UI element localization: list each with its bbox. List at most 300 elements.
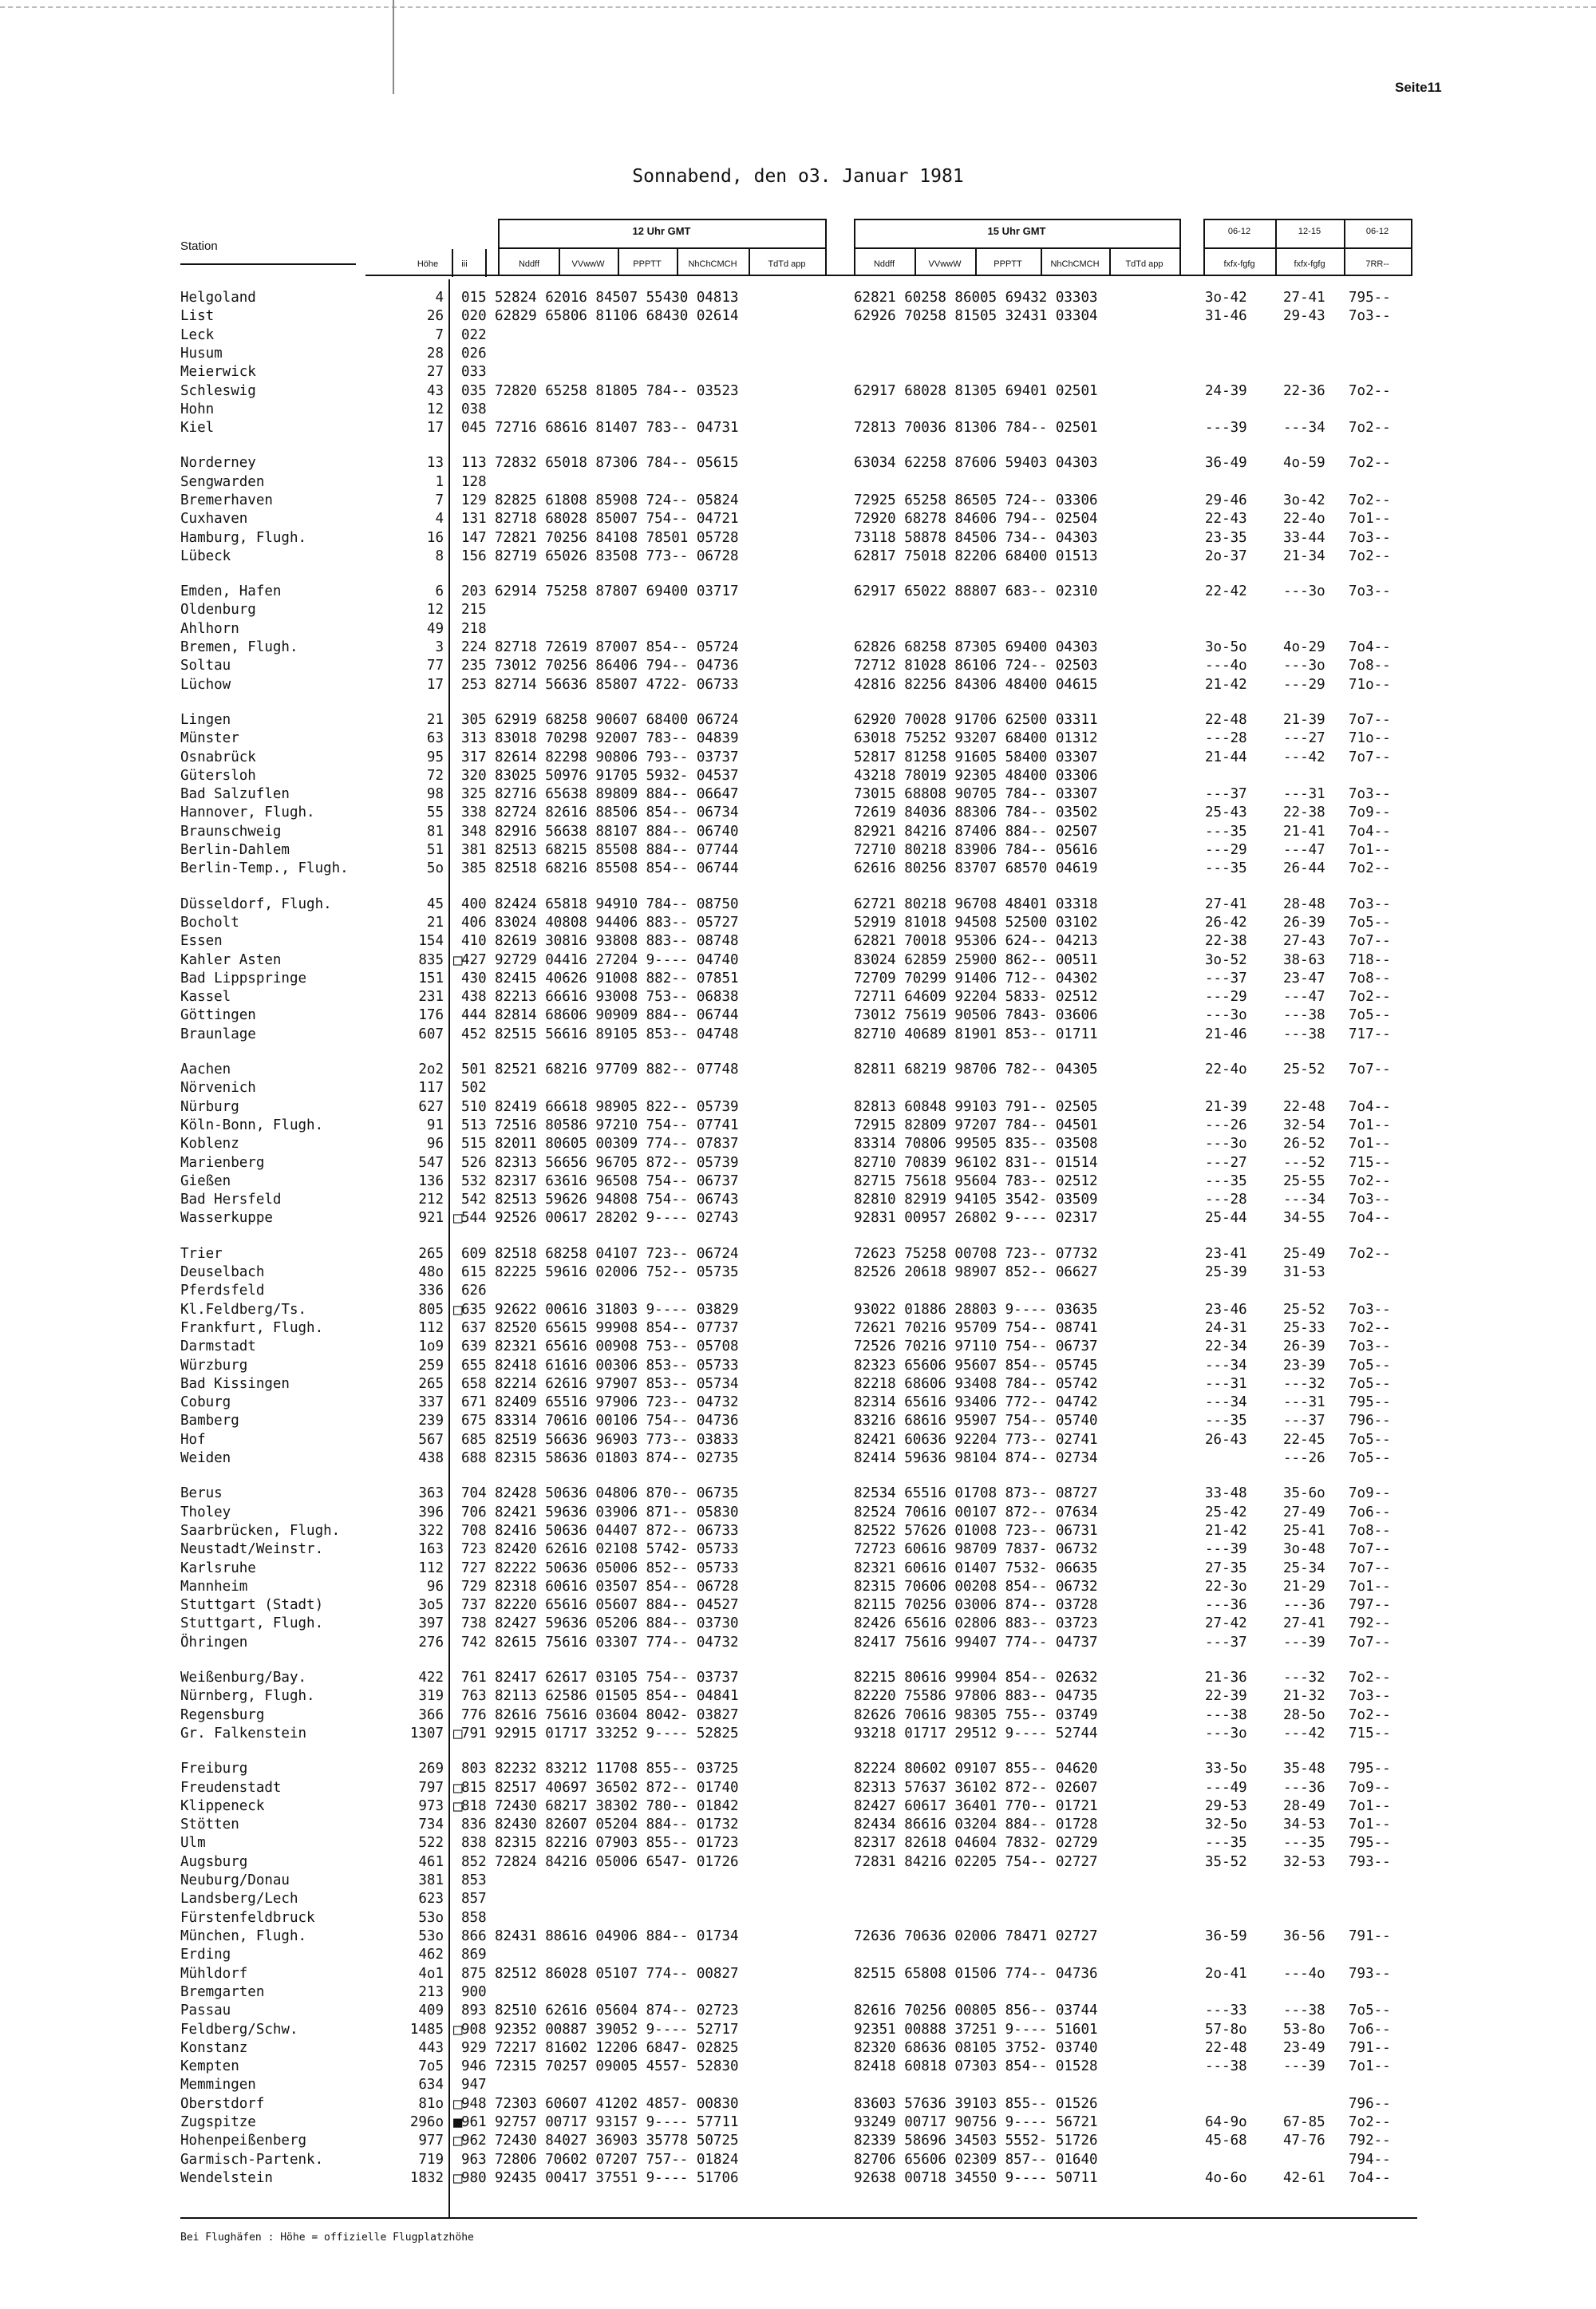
station-name: Gr. Falkenstein (180, 1726, 307, 1742)
precip-06-12: 793-- (1349, 1966, 1391, 1982)
obs-15utc: 82710 40689 81901 853-- 01711 (854, 1026, 1098, 1042)
station-name: Tholey (180, 1504, 231, 1520)
obs-12utc: 82011 80605 00309 774-- 07837 (495, 1136, 739, 1152)
obs-15utc: 63018 75252 93207 68400 01312 (854, 730, 1098, 746)
obs-12utc: 83025 50976 91705 5932- 04537 (495, 768, 739, 784)
precip-06-12: 71o-- (1349, 730, 1391, 746)
precip-06-12: 7o3-- (1349, 896, 1391, 912)
obs-12utc: 72516 80586 97210 754-- 07741 (495, 1117, 739, 1133)
station-height: 366 (418, 1707, 444, 1723)
gust-12-15: 21-32 (1283, 1688, 1325, 1704)
gust-12-15: 47-76 (1283, 2133, 1325, 2149)
station-name: Essen (180, 933, 223, 949)
station-name: Coburg (180, 1394, 231, 1410)
station-number: 317 (461, 749, 487, 765)
obs-15utc: 93022 01886 28803 9---- 03635 (854, 1302, 1098, 1318)
gust-06-12: ---27 (1205, 1155, 1247, 1171)
station-name: Schleswig (180, 383, 256, 399)
gust-06-12: 29-53 (1205, 1798, 1247, 1814)
gust-12-15: 28-49 (1283, 1798, 1325, 1814)
station-name: Klippeneck (180, 1798, 265, 1814)
gust-06-12: 45-68 (1205, 2133, 1247, 2149)
obs-15utc: 82715 75618 95604 783-- 02512 (854, 1173, 1098, 1189)
obs-15utc: 62826 68258 87305 69400 04303 (854, 639, 1098, 655)
precip-06-12: 7o2-- (1349, 548, 1391, 564)
obs-15utc: 82524 70616 00107 872-- 07634 (854, 1504, 1098, 1520)
station-number: 128 (461, 474, 487, 490)
obs-15utc: 72710 80218 83906 784-- 05616 (854, 842, 1098, 858)
precip-06-12: 7o3-- (1349, 1302, 1391, 1318)
gust-06-12: ---26 (1205, 1117, 1247, 1133)
obs-15utc: 82421 60636 92204 773-- 02741 (854, 1432, 1098, 1448)
station-number: 639 (461, 1338, 487, 1354)
gust-12-15: 3o-42 (1283, 492, 1325, 508)
obs-15utc: 82418 60818 07303 854-- 01528 (854, 2058, 1098, 2074)
gust-12-15: 25-33 (1283, 1320, 1325, 1336)
obs-15utc: 82426 65616 02806 883-- 03723 (854, 1615, 1098, 1631)
obs-12utc: 72806 70602 07207 757-- 01824 (495, 2152, 739, 2168)
gust-06-12: 26-43 (1205, 1432, 1247, 1448)
station-height: 1485 (409, 2022, 444, 2038)
gust-06-12: 22-39 (1205, 1688, 1247, 1704)
obs-15utc: 43218 78019 92305 48400 03306 (854, 768, 1098, 784)
obs-15utc: 82215 80616 99904 854-- 02632 (854, 1670, 1098, 1686)
hohe-column-header: Höhe (417, 259, 439, 269)
station-name: Husum (180, 346, 223, 362)
gust-06-12: 21-44 (1205, 749, 1247, 765)
station-height: 2o2 (418, 1062, 444, 1077)
obs-12utc: 72716 68616 81407 783-- 04731 (495, 420, 739, 436)
station-number: 858 (461, 1910, 487, 1926)
mountain-station-marker: □ (453, 1301, 463, 1319)
gust-06-12: ---35 (1205, 1835, 1247, 1851)
station-number: 963 (461, 2152, 487, 2168)
gust-12-15: ---29 (1283, 677, 1325, 693)
obs-12utc: 82317 63616 96508 754-- 06737 (495, 1173, 739, 1189)
station-name: Kahler Asten (180, 952, 282, 968)
mountain-station-marker: □ (453, 1725, 463, 1742)
gust-12-15: 26-39 (1283, 1338, 1325, 1354)
obs-12utc: 73012 70256 86406 794-- 04736 (495, 658, 739, 674)
g2cols-col-5: TdTd app (1125, 259, 1163, 269)
station-number: 900 (461, 1984, 487, 2000)
station-height: 461 (418, 1854, 444, 1870)
station-height: 49 (426, 621, 444, 637)
precip-06-12: 7o3-- (1349, 1338, 1391, 1354)
precip-06-12: 7o9-- (1349, 1780, 1391, 1796)
station-height: 12 (426, 401, 444, 417)
obs-12utc: 82418 61616 00306 853-- 05733 (495, 1358, 739, 1374)
station-number: 532 (461, 1173, 487, 1189)
gust-06-12: ---4o (1205, 658, 1247, 674)
obs-15utc: 72920 68278 84606 794-- 02504 (854, 511, 1098, 527)
station-height: 438 (418, 1450, 444, 1466)
station-height: 719 (418, 2152, 444, 2168)
gust-06-12: 21-42 (1205, 677, 1247, 693)
station-number: 526 (461, 1155, 487, 1171)
station-number: 875 (461, 1966, 487, 1982)
station-height: 77 (426, 658, 444, 674)
station-height: 797 (418, 1780, 444, 1796)
precip-06-12: 7o7-- (1349, 1541, 1391, 1557)
precip-06-12: 7o4-- (1349, 1099, 1391, 1115)
gust-12-15: 27-43 (1283, 933, 1325, 949)
station-number: 430 (461, 971, 487, 986)
station-name: Garmisch-Partenk. (180, 2152, 324, 2168)
obs-12utc: 82616 75616 03604 8042- 03827 (495, 1707, 739, 1723)
precip-06-12: 791-- (1349, 2040, 1391, 2056)
station-name: Deuselbach (180, 1264, 265, 1280)
station-number: 708 (461, 1523, 487, 1539)
station-number: 147 (461, 530, 487, 546)
precip-06-12: 7o3-- (1349, 583, 1391, 599)
station-name: Soltau (180, 658, 231, 674)
gust-06-12: 29-46 (1205, 492, 1247, 508)
gust-12-15: 21-29 (1283, 1579, 1325, 1595)
gust-12-15: 35-6o (1283, 1485, 1325, 1501)
station-name: Neuburg/Donau (180, 1872, 290, 1888)
station-height: 45 (426, 896, 444, 912)
station-height: 259 (418, 1358, 444, 1374)
obs-15utc: 82417 75616 99407 774-- 04737 (854, 1635, 1098, 1651)
station-number: 615 (461, 1264, 487, 1280)
gust-12-15: ---37 (1283, 1413, 1325, 1429)
station-height: 337 (418, 1394, 444, 1410)
precip-06-12: 7o5-- (1349, 1007, 1391, 1023)
station-number: 815 (461, 1780, 487, 1796)
station-number: 853 (461, 1872, 487, 1888)
gust-12-15: 22-48 (1283, 1099, 1325, 1115)
station-number: 215 (461, 602, 487, 618)
station-name: Lingen (180, 712, 231, 728)
station-number: 737 (461, 1597, 487, 1613)
station-number: 742 (461, 1635, 487, 1651)
gust-12-15: 23-49 (1283, 2040, 1325, 2056)
gust-12-15: ---38 (1283, 1026, 1325, 1042)
gust-12-15: ---39 (1283, 2058, 1325, 2074)
station-name: Fürstenfeldbruck (180, 1910, 315, 1926)
obs-15utc: 72636 70636 02006 78471 02727 (854, 1928, 1098, 1944)
gust-12-15: 27-41 (1283, 1615, 1325, 1631)
obs-12utc: 62919 68258 90607 68400 06724 (495, 712, 739, 728)
station-name: Ahlhorn (180, 621, 239, 637)
precip-06-12: 795-- (1349, 1394, 1391, 1410)
gust-06-12: ---34 (1205, 1394, 1247, 1410)
gust-12-15: ---34 (1283, 420, 1325, 436)
station-number: 947 (461, 2077, 487, 2093)
gust-06-12: 22-3o (1205, 1579, 1247, 1595)
obs-15utc: 72831 84216 02205 754-- 02727 (854, 1854, 1098, 1870)
precip-06-12: 7o1-- (1349, 1136, 1391, 1152)
precip-06-12: 7o2-- (1349, 383, 1391, 399)
gust-12-15: ---34 (1283, 1192, 1325, 1208)
station-number: 406 (461, 915, 487, 931)
station-number: 045 (461, 420, 487, 436)
station-name: Osnabrück (180, 749, 256, 765)
obs-12utc: 72430 84027 36903 35778 50725 (495, 2133, 739, 2149)
station-name: Bad Kissingen (180, 1376, 290, 1392)
precip-06-12: 7o2-- (1349, 1246, 1391, 1262)
station-number: 381 (461, 842, 487, 858)
station-height: 17 (426, 677, 444, 693)
station-name: Bremerhaven (180, 492, 273, 508)
obs-15utc: 72526 70216 97110 754-- 06737 (854, 1338, 1098, 1354)
station-number: 893 (461, 2003, 487, 2018)
station-number: 501 (461, 1062, 487, 1077)
station-name: Stötten (180, 1817, 239, 1833)
gust-12-15: ---36 (1283, 1597, 1325, 1613)
obs-15utc: 82626 70616 98305 755-- 03749 (854, 1707, 1098, 1723)
gust-06-12: 22-48 (1205, 712, 1247, 728)
gust-12-15: 25-49 (1283, 1246, 1325, 1262)
precip-06-12: 7o7-- (1349, 1062, 1391, 1077)
gust-06-12: 4o-6o (1205, 2170, 1247, 2186)
obs-15utc: 52817 81258 91605 58400 03307 (854, 749, 1098, 765)
station-number: 156 (461, 548, 487, 564)
precip-06-12: 718-- (1349, 952, 1391, 968)
obs-12utc: 92435 00417 37551 9---- 51706 (495, 2170, 739, 2186)
station-name: Würzburg (180, 1358, 248, 1374)
station-height: 98 (426, 786, 444, 802)
gust-12-15: 31-53 (1283, 1264, 1325, 1280)
obs-15utc: 92831 00957 26802 9---- 02317 (854, 1210, 1098, 1226)
station-name: Berlin-Dahlem (180, 842, 290, 858)
gust-12-15: 33-44 (1283, 530, 1325, 546)
obs-12utc: 82321 65616 00908 753-- 05708 (495, 1338, 739, 1354)
station-name: Aachen (180, 1062, 231, 1077)
precip-06-12: 7o5-- (1349, 915, 1391, 931)
g1cols-col-3: PPPTT (633, 259, 662, 269)
gust-06-12: ---39 (1205, 1541, 1247, 1557)
obs-15utc: 42816 82256 84306 48400 04615 (854, 677, 1098, 693)
obs-15utc: 72925 65258 86505 724-- 03306 (854, 492, 1098, 508)
station-name: Braunschweig (180, 824, 282, 840)
g1cols-col-1: Nddff (518, 259, 540, 269)
obs-15utc: 82218 68606 93408 784-- 05742 (854, 1376, 1098, 1392)
station-name: Meierwick (180, 364, 256, 380)
station-name: Kassel (180, 989, 231, 1005)
station-name: Hohenpeißenberg (180, 2133, 307, 2149)
obs-12utc: 82315 82216 07903 855-- 01723 (495, 1835, 739, 1851)
precip-06-12: 7o8-- (1349, 658, 1391, 674)
station-name: Marienberg (180, 1155, 265, 1171)
station-number: 688 (461, 1450, 487, 1466)
obs-15utc: 83603 57636 39103 855-- 01526 (854, 2096, 1098, 2112)
station-height: 396 (418, 1504, 444, 1520)
obs-12utc: 72315 70257 09005 4557- 52830 (495, 2058, 739, 2074)
mountain-station-marker: □ (453, 1779, 463, 1797)
obs-15utc: 72709 70299 91406 712-- 04302 (854, 971, 1098, 986)
gust-06-12: 31-46 (1205, 308, 1247, 324)
precip-06-12: 7o2-- (1349, 2114, 1391, 2130)
station-height: 81o (418, 2096, 444, 2112)
obs-12utc: 82313 56656 96705 872-- 05739 (495, 1155, 739, 1171)
station-height: 5o (426, 860, 444, 876)
gust-06-12: 33-5o (1205, 1761, 1247, 1777)
obs-12utc: 82814 68606 90909 884-- 06744 (495, 1007, 739, 1023)
precip-06-12: 7o2-- (1349, 455, 1391, 471)
gust-12-15: 26-39 (1283, 915, 1325, 931)
gust-12-15: 25-52 (1283, 1302, 1325, 1318)
station-name: Nürburg (180, 1099, 239, 1115)
station-number: 203 (461, 583, 487, 599)
gust-12-15: 22-45 (1283, 1432, 1325, 1448)
station-name: Trier (180, 1246, 223, 1262)
station-number: 685 (461, 1432, 487, 1448)
precip-06-12: 7o3-- (1349, 1688, 1391, 1704)
obs-15utc: 83216 68616 95907 754-- 05740 (854, 1413, 1098, 1429)
precip-06-12: 792-- (1349, 2133, 1391, 2149)
g2cols-col-1: Nddff (873, 259, 895, 269)
station-name: Berus (180, 1485, 223, 1501)
precip-06-12: 7o7-- (1349, 1635, 1391, 1651)
extra-title-2: 12-15 (1298, 227, 1321, 236)
gust-12-15: ---3o (1283, 583, 1325, 599)
station-name: Mannheim (180, 1579, 248, 1595)
station-height: 91 (426, 1117, 444, 1133)
station-number: 723 (461, 1541, 487, 1557)
precip-06-12: 7o2-- (1349, 420, 1391, 436)
station-height: 835 (418, 952, 444, 968)
station-number: 655 (461, 1358, 487, 1374)
precip-06-12: 7o5-- (1349, 1450, 1391, 1466)
precip-06-12: 7o1-- (1349, 2058, 1391, 2074)
station-height: 623 (418, 1891, 444, 1907)
obs-12utc: 72820 65258 81805 784-- 03523 (495, 383, 739, 399)
gust-12-15: ---42 (1283, 749, 1325, 765)
station-height: 7 (435, 327, 444, 343)
precip-06-12: 795-- (1349, 1761, 1391, 1777)
precip-06-12: 71o-- (1349, 677, 1391, 693)
station-number: 510 (461, 1099, 487, 1115)
station-number: 836 (461, 1817, 487, 1833)
station-name: Augsburg (180, 1854, 248, 1870)
obs-12utc: 82225 59616 02006 752-- 05735 (495, 1264, 739, 1280)
obs-12utc: 82519 56636 96903 773-- 03833 (495, 1432, 739, 1448)
station-height: 363 (418, 1485, 444, 1501)
obs-12utc: 82916 56638 88107 884-- 06740 (495, 824, 739, 840)
station-name: Zugspitze (180, 2114, 256, 2130)
gust-06-12: 27-42 (1205, 1615, 1247, 1631)
station-number: 427 (461, 952, 487, 968)
precip-06-12: 7o5-- (1349, 1376, 1391, 1392)
precip-06-12: 7o4-- (1349, 2170, 1391, 2186)
precip-06-12: 7o6-- (1349, 1504, 1391, 1520)
station-height: 163 (418, 1541, 444, 1557)
gust-12-15: ---32 (1283, 1670, 1325, 1686)
station-name: Nörvenich (180, 1080, 256, 1096)
station-number: 020 (461, 308, 487, 324)
precip-06-12: 7o2-- (1349, 1707, 1391, 1723)
station-number: 866 (461, 1928, 487, 1944)
gust-06-12: ---38 (1205, 1707, 1247, 1723)
precip-06-12: 7o2-- (1349, 492, 1391, 508)
station-height: 567 (418, 1432, 444, 1448)
station-number: 129 (461, 492, 487, 508)
station-height: 72 (426, 768, 444, 784)
station-name: Wendelstein (180, 2170, 273, 2186)
station-number: 791 (461, 1726, 487, 1742)
obs-12utc: 52824 62016 84507 55430 04813 (495, 290, 739, 306)
station-height: 53o (418, 1928, 444, 1944)
station-name: Pferdsfeld (180, 1283, 265, 1299)
obs-12utc: 72821 70256 84108 78501 05728 (495, 530, 739, 546)
obs-15utc: 82314 65616 93406 772-- 04742 (854, 1394, 1098, 1410)
obs-12utc: 72303 60607 41202 4857- 00830 (495, 2096, 739, 2112)
precip-06-12: 715-- (1349, 1726, 1391, 1742)
precip-06-12: 7o4-- (1349, 824, 1391, 840)
extra-title-1: 06-12 (1227, 227, 1251, 236)
gust-06-12: ---37 (1205, 971, 1247, 986)
station-number: 438 (461, 989, 487, 1005)
precip-06-12: 7o2-- (1349, 1173, 1391, 1189)
station-number: 704 (461, 1485, 487, 1501)
station-name: Oldenburg (180, 602, 256, 618)
precip-06-12: 7o1-- (1349, 842, 1391, 858)
gust-06-12: ---33 (1205, 2003, 1247, 2018)
mountain-station-marker: □ (453, 2021, 463, 2038)
obs-15utc: 82339 58696 34503 5552- 51726 (854, 2133, 1098, 2149)
station-number: 542 (461, 1192, 487, 1208)
station-number: 635 (461, 1302, 487, 1318)
obs-15utc: 93218 01717 29512 9---- 52744 (854, 1726, 1098, 1742)
gust-12-15: 32-53 (1283, 1854, 1325, 1870)
station-name: Gießen (180, 1173, 231, 1189)
station-number: 852 (461, 1854, 487, 1870)
obs-12utc: 82520 65615 99908 854-- 07737 (495, 1320, 739, 1336)
obs-15utc: 83314 70806 99505 835-- 03508 (854, 1136, 1098, 1152)
station-name: Kl.Feldberg/Ts. (180, 1302, 307, 1318)
precip-06-12: 7o3-- (1349, 530, 1391, 546)
station-name: Kiel (180, 420, 215, 436)
gust-06-12: ---3o (1205, 1136, 1247, 1152)
station-height: 63 (426, 730, 444, 746)
obs-15utc: 62821 60258 86005 69432 03303 (854, 290, 1098, 306)
gust-06-12: 32-5o (1205, 1817, 1247, 1833)
station-height: 336 (418, 1283, 444, 1299)
obs-15utc: 62917 65022 88807 683-- 02310 (854, 583, 1098, 599)
precip-06-12: 7o9-- (1349, 805, 1391, 820)
gust-06-12: ---39 (1205, 420, 1247, 436)
station-name: Köln-Bonn, Flugh. (180, 1117, 324, 1133)
obs-15utc: 62616 80256 83707 68570 04619 (854, 860, 1098, 876)
gust-12-15: 53-8o (1283, 2022, 1325, 2038)
station-number: 131 (461, 511, 487, 527)
obs-12utc: 92729 04416 27204 9---- 04740 (495, 952, 739, 968)
precip-06-12: 791-- (1349, 1928, 1391, 1944)
station-height: 1307 (409, 1726, 444, 1742)
precip-06-12: 7o6-- (1349, 2022, 1391, 2038)
station-number: 609 (461, 1246, 487, 1262)
gust-12-15: 21-41 (1283, 824, 1325, 840)
gust-12-15: 22-38 (1283, 805, 1325, 820)
obs-12utc: 82415 40626 91008 882-- 07851 (495, 971, 739, 986)
station-height: 117 (418, 1080, 444, 1096)
precip-06-12: 792-- (1349, 1615, 1391, 1631)
obs-15utc: 92638 00718 34550 9---- 50711 (854, 2170, 1098, 2186)
gust-06-12: 23-46 (1205, 1302, 1247, 1318)
precip-06-12: 7o5-- (1349, 1358, 1391, 1374)
obs-15utc: 52919 81018 94508 52500 03102 (854, 915, 1098, 931)
obs-12utc: 82428 50636 04806 870-- 06735 (495, 1485, 739, 1501)
station-height: 96 (426, 1136, 444, 1152)
station-name: Öhringen (180, 1635, 248, 1651)
gust-06-12: ---38 (1205, 2058, 1247, 2074)
scan-top-border (0, 6, 1596, 8)
precip-06-12: 7o2-- (1349, 860, 1391, 876)
gust-06-12: 33-48 (1205, 1485, 1247, 1501)
station-height: 154 (418, 933, 444, 949)
